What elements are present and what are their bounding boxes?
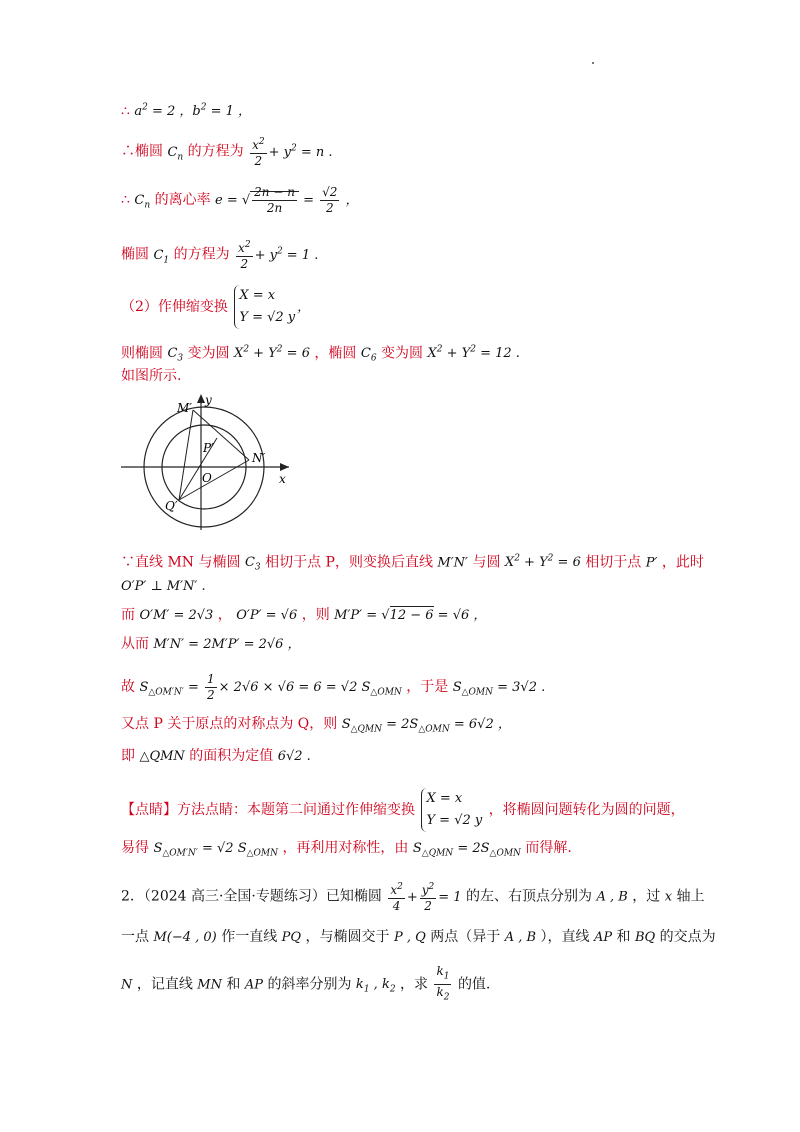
math-c1: $C_1$ [153,247,170,266]
math-n: N [121,977,133,993]
text: ），直线 [540,929,590,945]
text: ， [217,607,232,623]
text: ∴椭圆 [121,143,163,160]
text: 一点 [121,929,149,945]
text: ，椭圆 [314,345,357,362]
math-circle-12: $X^2 + Y^2 = 12$ . [427,345,520,362]
solution-line-11 [121,634,301,655]
text: ，过 [632,888,661,905]
text: 相切于点 [585,554,642,571]
math-x: x [664,889,673,905]
text: 的交点为 [659,929,716,945]
math-transform-system: X = x Y = √2 y [234,285,295,329]
text: ，再利用对称性，由 [282,840,409,856]
x-axis-arrow [280,463,289,471]
math-p-q: P , Q [393,930,426,945]
math-transform-system: X = x Y = √2 y [421,788,482,832]
problem-2-line-2 [121,927,716,948]
text: 作一直线 [221,929,278,945]
y-axis-arrow [197,394,205,403]
text: ∴ [121,192,130,208]
math-cn: $C_n$ [167,144,184,163]
comment-line-1 [121,788,685,832]
math-circle-6: $X^2 + Y^2 = 6$ [504,554,581,571]
math-om-prime: O′M′ = 2√3 [139,608,214,623]
math-mn-length: M′N′ = 2M′P′ = 2√6 ， [153,637,301,652]
line-qn [179,460,249,500]
text: 的离心率 [154,192,211,208]
math-ab: A , B [596,889,628,905]
math-op-prime: O′P′ = √6 [236,608,298,623]
line-qm [179,410,193,500]
text: 2．（2024 高三·全国·专题练习）已知椭圆 [121,888,382,905]
math-area-qmn: $S_{\triangle QMN} = 2S_{\triangle OMN} = 6√2$ ， [341,717,511,735]
label-y: y [205,393,212,407]
solution-line-6 [121,340,520,369]
math-mn: MN [197,977,222,993]
text: 的斜率分别为 [267,976,352,993]
label-q-prime: Q′ [165,499,178,513]
solution-line-12 [121,672,545,703]
text: 的方程为 [173,246,230,263]
text: 两点（异于 [430,929,501,945]
math-area-omn: $S_{\triangle OMN} = 3√2$ . [452,680,546,698]
text: 的左、右顶点分别为 [466,888,593,905]
text: 而得解. [525,840,572,856]
text: ，于是 [406,679,449,695]
text: 而 [121,607,135,623]
math-qmn-relation: $S_{\triangle QMN} = 2S_{\triangle OMN}$ [412,841,521,859]
solution-line-13 [121,714,511,740]
math-area-calc: $S_{\triangle OM'N'}$ = $\frac{1}{2}$ × 2√6 × √6 = 6 = √2 $S_{\triangle OMN}$ [139,672,402,702]
text: 即 [121,748,135,764]
solution-line-5: （2）作伸缩变换 X = x Y = √2 y ， [121,285,310,329]
math-c3: $C_3$ [244,555,261,573]
text: 变为圆 [381,345,424,362]
text: ，与椭圆交于 [305,929,390,945]
math-perpendicular: O′P′ ⊥ M′N′ . [121,579,206,594]
concentric-circles-figure [115,390,295,535]
text: （2）作伸缩变换 [121,299,228,315]
text: ∵直线 MN 与椭圆 [121,554,241,571]
math-triangle-qmn: △QMN [139,749,185,764]
text: 的值. [457,976,491,993]
math-k-ratio: $\frac{k_1}{k_2}$ [436,964,450,1003]
math-area-relation: $S_{\triangle OM'N'} = √2$ $S_{\triangle OMN}$ [153,841,278,859]
solution-line-14 [121,746,311,767]
text: 易得 [121,840,149,856]
math-a2-b2: $a^2 = 2$ ，$b^2 = 1$ ， [134,103,252,120]
solution-line-4 [121,238,318,272]
math-c3: $C_3$ [167,346,184,364]
math-c6: $C_6$ [360,346,377,364]
math-bq: BQ [634,930,656,945]
solution-line-2 [121,135,333,169]
solution-line-9 [121,576,206,597]
solution-line-7: 如图所示. [121,368,182,384]
text: 则椭圆 [121,345,163,362]
text: 和 [616,929,631,945]
math-ap: AP [244,977,264,993]
text: 故 [121,679,135,695]
label-x: x [279,472,286,486]
text: 变为圆 [187,345,230,362]
text: ，则 [301,607,330,623]
problem-2-line-1 [121,880,705,914]
solution-line-3 [121,185,359,216]
solution-line-1 [121,98,251,122]
math-cn: $C_n$ [134,193,151,211]
math-mp-prime: M′P′ = √12 − 6 = √6 ， [334,608,487,623]
text: ，求 [400,976,429,993]
solution-line-10 [121,605,486,626]
text: 又点 P 关于原点的对称点为 Q，则 [121,716,338,732]
text: ，将椭圆问题转化为圆的问题， [488,802,685,818]
text: 【点睛】方法点睛：本题第二问通过作伸缩变换 [121,802,415,818]
math-k1-k2: $k_1$ , $k_2$ [355,977,396,995]
text: 相切于点 P，则变换后直线 [265,554,433,571]
problem-2-line-3 [121,964,490,1006]
label-m-prime: M′ [177,401,193,415]
label-o: O [202,471,212,485]
label-p-prime: P′ [203,441,214,455]
math-ellipse-1: $\frac{x^2}{2}$ + $y^2 = 1$ . [238,240,319,271]
math-circle-6: $X^2 + Y^2 = 6$ [234,345,310,362]
therefore-symbol: ∴ [121,103,130,120]
math-mn-prime: M′N′ [437,555,469,571]
math-ap: AP [593,930,613,945]
math-point-m: M(−4 , 0) [153,930,217,945]
text: 椭圆 [121,246,149,263]
math-pq: PQ [281,930,302,945]
text: 和 [226,976,241,993]
math-p-prime: P′ [645,555,658,571]
text: 轴上 [676,888,705,905]
text: 的方程为 [187,143,244,160]
math-eccentricity: e = √ $\frac{2n - n}{2n}$ = $\frac{√2}{2}$ ， [215,185,359,215]
math-6root2: 6√2 . [277,749,311,764]
text: 从而 [121,636,149,652]
math-ellipse-n: $\frac{x^2}{2}$ + $y^2 = n$ . [252,137,333,168]
page-mark [592,62,594,64]
text: ，此时 [661,554,704,571]
solution-line-8 [121,549,704,578]
math-ab: A , B [504,930,537,945]
text: 与圆 [472,554,501,571]
text: ，记直线 [136,976,193,993]
text: 的面积为定值 [189,748,274,764]
comment-line-2 [121,838,572,864]
label-n-prime: N′ [252,451,266,465]
math-ellipse-p2: $\frac{x^2}{4}$ + $\frac{y^2}{2}$ = 1 [390,882,462,913]
